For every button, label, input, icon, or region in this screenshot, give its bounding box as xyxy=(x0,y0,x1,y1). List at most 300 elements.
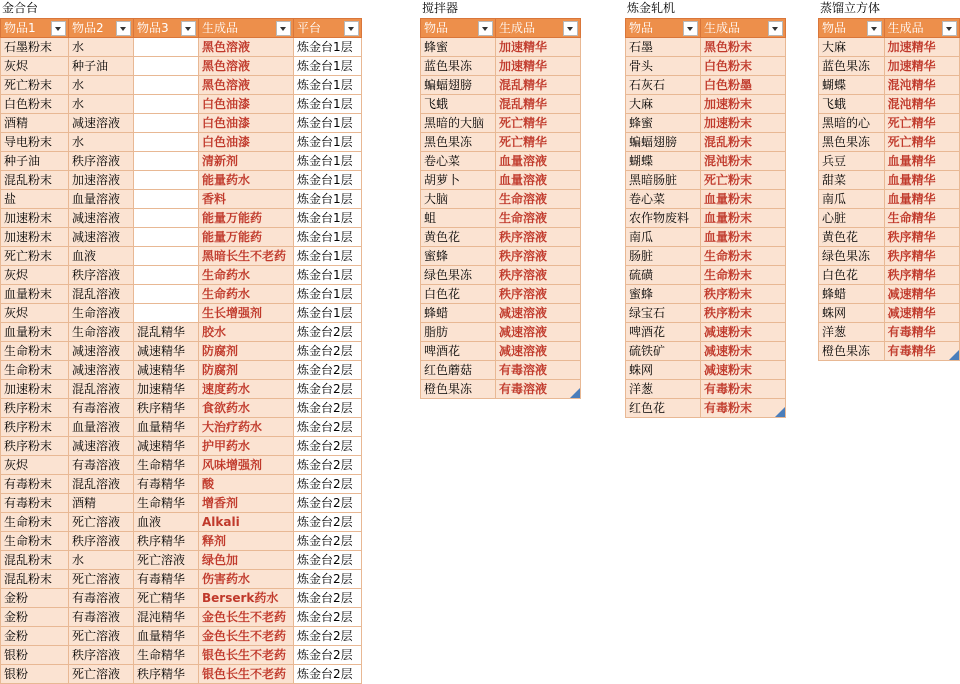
cell-ingredient[interactable] xyxy=(134,228,199,247)
cell-product[interactable]: 血量粉末 xyxy=(701,228,786,247)
cell-product[interactable]: 血量溶液 xyxy=(496,152,581,171)
cell-ingredient[interactable]: 混沌精华 xyxy=(134,608,199,627)
cell-ingredient[interactable]: 骨头 xyxy=(626,57,701,76)
cell-ingredient[interactable]: 减速精华 xyxy=(134,342,199,361)
cell-ingredient[interactable]: 大麻 xyxy=(626,95,701,114)
cell-platform[interactable]: 炼金台2层 xyxy=(294,646,362,665)
cell-ingredient[interactable]: 黄色花 xyxy=(819,228,885,247)
cell-product[interactable]: 胶水 xyxy=(199,323,294,342)
cell-ingredient[interactable]: 肠脏 xyxy=(626,247,701,266)
cell-product[interactable]: 生命药水 xyxy=(199,266,294,285)
cell-ingredient[interactable]: 减速溶液 xyxy=(69,342,134,361)
cell-ingredient[interactable]: 白色粉末 xyxy=(1,95,69,114)
cell-ingredient[interactable]: 啤酒花 xyxy=(626,323,701,342)
cell-ingredient[interactable]: 死亡溶液 xyxy=(69,665,134,684)
cell-platform[interactable]: 炼金台1层 xyxy=(294,95,362,114)
cell-ingredient[interactable]: 金粉 xyxy=(1,589,69,608)
cell-product[interactable]: 死亡粉末 xyxy=(701,171,786,190)
cell-ingredient[interactable]: 血量溶液 xyxy=(69,418,134,437)
cell-ingredient[interactable]: 石墨 xyxy=(626,38,701,57)
cell-ingredient[interactable]: 卷心菜 xyxy=(421,152,496,171)
cell-ingredient[interactable]: 种子油 xyxy=(1,152,69,171)
cell-ingredient[interactable]: 水 xyxy=(69,551,134,570)
cell-ingredient[interactable]: 减速精华 xyxy=(134,361,199,380)
cell-ingredient[interactable]: 减速溶液 xyxy=(69,228,134,247)
cell-product[interactable]: 黑色溶液 xyxy=(199,76,294,95)
cell-ingredient[interactable]: 洋葱 xyxy=(819,323,885,342)
column-header[interactable] xyxy=(884,19,959,38)
cell-ingredient[interactable]: 蜂蜜 xyxy=(626,114,701,133)
cell-ingredient[interactable] xyxy=(134,38,199,57)
cell-product[interactable]: 减速粉末 xyxy=(701,342,786,361)
cell-ingredient[interactable]: 水 xyxy=(69,76,134,95)
cell-ingredient[interactable]: 生命精华 xyxy=(134,456,199,475)
cell-platform[interactable]: 炼金台1层 xyxy=(294,228,362,247)
cell-platform[interactable]: 炼金台2层 xyxy=(294,608,362,627)
column-header[interactable] xyxy=(626,19,701,38)
cell-product[interactable]: 混乱精华 xyxy=(496,95,581,114)
cell-product[interactable]: 加速精华 xyxy=(884,57,959,76)
cell-product[interactable]: 死亡精华 xyxy=(884,133,959,152)
cell-platform[interactable]: 炼金台2层 xyxy=(294,323,362,342)
cell-product[interactable]: 秩序粉末 xyxy=(701,304,786,323)
cell-product[interactable]: 黑暗长生不老药 xyxy=(199,247,294,266)
cell-platform[interactable]: 炼金台1层 xyxy=(294,38,362,57)
cell-product[interactable]: Berserk药水 xyxy=(199,589,294,608)
cell-ingredient[interactable]: 生命溶液 xyxy=(69,304,134,323)
filter-dropdown-icon[interactable] xyxy=(867,21,882,36)
cell-ingredient[interactable]: 死亡粉末 xyxy=(1,76,69,95)
cell-platform[interactable]: 炼金台1层 xyxy=(294,57,362,76)
cell-product[interactable]: 减速粉末 xyxy=(701,323,786,342)
cell-ingredient[interactable]: 减速溶液 xyxy=(69,361,134,380)
cell-ingredient[interactable]: 混乱溶液 xyxy=(69,380,134,399)
cell-ingredient[interactable]: 蝴蝶 xyxy=(819,76,885,95)
cell-product[interactable]: 香料 xyxy=(199,190,294,209)
column-header[interactable] xyxy=(819,19,885,38)
cell-platform[interactable]: 炼金台1层 xyxy=(294,266,362,285)
cell-ingredient[interactable] xyxy=(134,209,199,228)
cell-ingredient[interactable]: 混乱粉末 xyxy=(1,171,69,190)
cell-ingredient[interactable]: 飞蛾 xyxy=(421,95,496,114)
cell-product[interactable]: 血量精华 xyxy=(884,171,959,190)
cell-ingredient[interactable]: 加速粉末 xyxy=(1,228,69,247)
cell-platform[interactable]: 炼金台1层 xyxy=(294,171,362,190)
cell-ingredient[interactable]: 生命精华 xyxy=(134,494,199,513)
cell-ingredient[interactable]: 绿色果冻 xyxy=(421,266,496,285)
cell-ingredient[interactable]: 大脑 xyxy=(421,190,496,209)
cell-ingredient[interactable]: 血量溶液 xyxy=(69,190,134,209)
column-header[interactable] xyxy=(1,19,69,38)
cell-product[interactable]: 秩序精华 xyxy=(884,266,959,285)
cell-ingredient[interactable]: 有毒粉末 xyxy=(1,475,69,494)
cell-product[interactable]: 白色油漆 xyxy=(199,133,294,152)
cell-ingredient[interactable]: 秩序粉末 xyxy=(1,418,69,437)
cell-ingredient[interactable]: 混乱溶液 xyxy=(69,475,134,494)
cell-ingredient[interactable]: 盐 xyxy=(1,190,69,209)
cell-product[interactable]: 能量药水 xyxy=(199,171,294,190)
cell-ingredient[interactable]: 有毒溶液 xyxy=(69,608,134,627)
cell-ingredient[interactable]: 混乱粉末 xyxy=(1,570,69,589)
cell-ingredient[interactable]: 灰烬 xyxy=(1,304,69,323)
cell-product[interactable]: 血量精华 xyxy=(884,190,959,209)
cell-ingredient[interactable]: 银粉 xyxy=(1,665,69,684)
cell-ingredient[interactable]: 兵豆 xyxy=(819,152,885,171)
cell-product[interactable]: 食欲药水 xyxy=(199,399,294,418)
cell-product[interactable]: 秩序溶液 xyxy=(496,285,581,304)
cell-ingredient[interactable]: 秩序精华 xyxy=(134,532,199,551)
cell-product[interactable]: 秩序精华 xyxy=(884,228,959,247)
cell-ingredient[interactable]: 蓝色果冻 xyxy=(421,57,496,76)
cell-product[interactable]: 黑色溶液 xyxy=(199,38,294,57)
cell-product[interactable]: 能量万能药 xyxy=(199,228,294,247)
cell-product[interactable]: 有毒粉末 xyxy=(701,399,786,418)
cell-product[interactable]: 黑色溶液 xyxy=(199,57,294,76)
cell-ingredient[interactable]: 有毒精华 xyxy=(134,570,199,589)
cell-ingredient[interactable]: 死亡溶液 xyxy=(134,551,199,570)
cell-product[interactable]: 白色粉末 xyxy=(701,57,786,76)
cell-ingredient[interactable] xyxy=(134,285,199,304)
column-header[interactable] xyxy=(134,19,199,38)
cell-product[interactable]: 清新剂 xyxy=(199,152,294,171)
cell-ingredient[interactable]: 生命溶液 xyxy=(69,323,134,342)
cell-platform[interactable]: 炼金台2层 xyxy=(294,532,362,551)
filter-dropdown-icon[interactable] xyxy=(116,21,131,36)
cell-ingredient[interactable] xyxy=(134,266,199,285)
cell-platform[interactable]: 炼金台2层 xyxy=(294,627,362,646)
cell-ingredient[interactable]: 啤酒花 xyxy=(421,342,496,361)
cell-ingredient[interactable]: 水 xyxy=(69,95,134,114)
cell-ingredient[interactable]: 混乱溶液 xyxy=(69,285,134,304)
cell-platform[interactable]: 炼金台2层 xyxy=(294,456,362,475)
cell-ingredient[interactable]: 有毒溶液 xyxy=(69,589,134,608)
cell-ingredient[interactable]: 生命粉末 xyxy=(1,532,69,551)
filter-dropdown-icon[interactable] xyxy=(768,21,783,36)
cell-ingredient[interactable]: 血量精华 xyxy=(134,627,199,646)
cell-product[interactable]: 有毒精华 xyxy=(884,342,959,361)
cell-ingredient[interactable]: 减速溶液 xyxy=(69,114,134,133)
cell-ingredient[interactable]: 大麻 xyxy=(819,38,885,57)
cell-ingredient[interactable]: 卷心菜 xyxy=(626,190,701,209)
cell-platform[interactable]: 炼金台1层 xyxy=(294,304,362,323)
cell-ingredient[interactable] xyxy=(134,190,199,209)
cell-platform[interactable]: 炼金台1层 xyxy=(294,152,362,171)
cell-ingredient[interactable]: 甜菜 xyxy=(819,171,885,190)
cell-ingredient[interactable]: 死亡溶液 xyxy=(69,627,134,646)
cell-platform[interactable]: 炼金台2层 xyxy=(294,665,362,684)
cell-product[interactable]: 死亡精华 xyxy=(496,114,581,133)
cell-product[interactable]: 有毒溶液 xyxy=(496,380,581,399)
cell-ingredient[interactable]: 黑暗的心 xyxy=(819,114,885,133)
cell-ingredient[interactable]: 有毒溶液 xyxy=(69,456,134,475)
cell-product[interactable]: 血量精华 xyxy=(884,152,959,171)
cell-ingredient[interactable]: 石墨粉末 xyxy=(1,38,69,57)
cell-ingredient[interactable]: 蛆 xyxy=(421,209,496,228)
column-header[interactable] xyxy=(421,19,496,38)
cell-platform[interactable]: 炼金台2层 xyxy=(294,418,362,437)
cell-ingredient[interactable]: 有毒粉末 xyxy=(1,494,69,513)
cell-product[interactable]: Alkali xyxy=(199,513,294,532)
cell-ingredient[interactable]: 黄色花 xyxy=(421,228,496,247)
cell-ingredient[interactable]: 生命粉末 xyxy=(1,342,69,361)
cell-platform[interactable]: 炼金台2层 xyxy=(294,589,362,608)
cell-ingredient[interactable] xyxy=(134,114,199,133)
cell-product[interactable]: 金色长生不老药 xyxy=(199,627,294,646)
filter-dropdown-icon[interactable] xyxy=(344,21,359,36)
cell-ingredient[interactable]: 减速精华 xyxy=(134,437,199,456)
cell-product[interactable]: 减速粉末 xyxy=(701,361,786,380)
cell-platform[interactable]: 炼金台2层 xyxy=(294,570,362,589)
cell-product[interactable]: 加速精华 xyxy=(884,38,959,57)
cell-platform[interactable]: 炼金台1层 xyxy=(294,190,362,209)
cell-product[interactable]: 伤害药水 xyxy=(199,570,294,589)
cell-product[interactable]: 减速精华 xyxy=(884,304,959,323)
cell-ingredient[interactable]: 生命粉末 xyxy=(1,361,69,380)
cell-ingredient[interactable]: 秩序粉末 xyxy=(1,437,69,456)
cell-product[interactable]: 血量粉末 xyxy=(701,190,786,209)
cell-ingredient[interactable]: 黑色果冻 xyxy=(421,133,496,152)
cell-ingredient[interactable] xyxy=(134,304,199,323)
cell-ingredient[interactable]: 血液 xyxy=(134,513,199,532)
cell-ingredient[interactable] xyxy=(134,57,199,76)
cell-ingredient[interactable]: 南瓜 xyxy=(626,228,701,247)
cell-ingredient[interactable]: 蛛网 xyxy=(819,304,885,323)
cell-ingredient[interactable]: 秩序精华 xyxy=(134,399,199,418)
cell-platform[interactable]: 炼金台2层 xyxy=(294,475,362,494)
cell-platform[interactable]: 炼金台2层 xyxy=(294,342,362,361)
cell-product[interactable]: 加速粉末 xyxy=(701,95,786,114)
cell-product[interactable]: 混沌精华 xyxy=(884,95,959,114)
cell-platform[interactable]: 炼金台1层 xyxy=(294,114,362,133)
cell-ingredient[interactable]: 有毒精华 xyxy=(134,475,199,494)
cell-platform[interactable]: 炼金台1层 xyxy=(294,247,362,266)
cell-ingredient[interactable]: 死亡粉末 xyxy=(1,247,69,266)
cell-ingredient[interactable]: 减速溶液 xyxy=(69,209,134,228)
cell-product[interactable]: 生命溶液 xyxy=(496,190,581,209)
cell-product[interactable]: 加速粉末 xyxy=(701,114,786,133)
cell-ingredient[interactable]: 秩序溶液 xyxy=(69,266,134,285)
cell-ingredient[interactable]: 金粉 xyxy=(1,608,69,627)
cell-product[interactable]: 秩序溶液 xyxy=(496,228,581,247)
cell-product[interactable]: 银色长生不老药 xyxy=(199,665,294,684)
cell-product[interactable]: 有毒溶液 xyxy=(496,361,581,380)
cell-ingredient[interactable]: 黑色果冻 xyxy=(819,133,885,152)
cell-ingredient[interactable]: 酒精 xyxy=(69,494,134,513)
cell-product[interactable]: 有毒精华 xyxy=(884,323,959,342)
cell-ingredient[interactable] xyxy=(134,247,199,266)
cell-ingredient[interactable]: 秩序精华 xyxy=(134,665,199,684)
cell-product[interactable]: 生长增强剂 xyxy=(199,304,294,323)
cell-ingredient[interactable]: 加速粉末 xyxy=(1,209,69,228)
cell-platform[interactable]: 炼金台2层 xyxy=(294,399,362,418)
cell-product[interactable]: 有毒粉末 xyxy=(701,380,786,399)
column-header[interactable] xyxy=(69,19,134,38)
cell-ingredient[interactable]: 心脏 xyxy=(819,209,885,228)
cell-ingredient[interactable]: 加速粉末 xyxy=(1,380,69,399)
cell-product[interactable]: 生命粉末 xyxy=(701,247,786,266)
cell-product[interactable]: 死亡精华 xyxy=(884,114,959,133)
cell-product[interactable]: 秩序溶液 xyxy=(496,266,581,285)
cell-product[interactable]: 混乱精华 xyxy=(496,76,581,95)
cell-platform[interactable]: 炼金台2层 xyxy=(294,494,362,513)
filter-dropdown-icon[interactable] xyxy=(683,21,698,36)
cell-platform[interactable]: 炼金台1层 xyxy=(294,133,362,152)
cell-product[interactable]: 白色油漆 xyxy=(199,114,294,133)
cell-ingredient[interactable]: 加速溶液 xyxy=(69,171,134,190)
column-header[interactable] xyxy=(199,19,294,38)
filter-dropdown-icon[interactable] xyxy=(478,21,493,36)
cell-ingredient[interactable]: 秩序溶液 xyxy=(69,152,134,171)
cell-product[interactable]: 风味增强剂 xyxy=(199,456,294,475)
cell-ingredient[interactable]: 血量精华 xyxy=(134,418,199,437)
cell-platform[interactable]: 炼金台2层 xyxy=(294,513,362,532)
cell-ingredient[interactable]: 减速溶液 xyxy=(69,437,134,456)
cell-ingredient[interactable]: 飞蛾 xyxy=(819,95,885,114)
cell-ingredient[interactable]: 混乱精华 xyxy=(134,323,199,342)
cell-ingredient[interactable]: 洋葱 xyxy=(626,380,701,399)
cell-ingredient[interactable]: 蜂蜜 xyxy=(421,38,496,57)
cell-ingredient[interactable]: 导电粉末 xyxy=(1,133,69,152)
cell-product[interactable]: 大治疗药水 xyxy=(199,418,294,437)
column-header[interactable] xyxy=(294,19,362,38)
cell-ingredient[interactable] xyxy=(134,76,199,95)
cell-product[interactable]: 生命精华 xyxy=(884,209,959,228)
cell-ingredient[interactable]: 死亡精华 xyxy=(134,589,199,608)
cell-product[interactable]: 黑色粉末 xyxy=(701,38,786,57)
cell-ingredient[interactable]: 种子油 xyxy=(69,57,134,76)
cell-product[interactable]: 减速溶液 xyxy=(496,342,581,361)
cell-ingredient[interactable] xyxy=(134,171,199,190)
cell-product[interactable]: 加速精华 xyxy=(496,57,581,76)
filter-dropdown-icon[interactable] xyxy=(942,21,957,36)
cell-product[interactable]: 绿色加 xyxy=(199,551,294,570)
cell-ingredient[interactable]: 血液 xyxy=(69,247,134,266)
cell-platform[interactable]: 炼金台2层 xyxy=(294,551,362,570)
cell-ingredient[interactable]: 有毒溶液 xyxy=(69,399,134,418)
cell-ingredient[interactable]: 硫磺 xyxy=(626,266,701,285)
cell-ingredient[interactable]: 红色蘑菇 xyxy=(421,361,496,380)
cell-platform[interactable]: 炼金台2层 xyxy=(294,437,362,456)
cell-ingredient[interactable]: 脂肪 xyxy=(421,323,496,342)
cell-ingredient[interactable]: 蜜蜂 xyxy=(421,247,496,266)
cell-product[interactable]: 生命溶液 xyxy=(496,209,581,228)
cell-ingredient[interactable]: 蛛网 xyxy=(626,361,701,380)
cell-product[interactable]: 混沌精华 xyxy=(884,76,959,95)
column-header[interactable] xyxy=(701,19,786,38)
cell-ingredient[interactable]: 南瓜 xyxy=(819,190,885,209)
cell-ingredient[interactable]: 死亡溶液 xyxy=(69,513,134,532)
cell-ingredient[interactable]: 黑暗的大脑 xyxy=(421,114,496,133)
cell-ingredient[interactable]: 蓝色果冻 xyxy=(819,57,885,76)
cell-product[interactable]: 减速溶液 xyxy=(496,323,581,342)
cell-ingredient[interactable]: 死亡溶液 xyxy=(69,570,134,589)
cell-product[interactable]: 白色油漆 xyxy=(199,95,294,114)
cell-ingredient[interactable]: 橙色果冻 xyxy=(819,342,885,361)
cell-platform[interactable]: 炼金台1层 xyxy=(294,285,362,304)
cell-product[interactable]: 血量溶液 xyxy=(496,171,581,190)
cell-ingredient[interactable] xyxy=(134,95,199,114)
cell-ingredient[interactable]: 酒精 xyxy=(1,114,69,133)
cell-ingredient[interactable]: 秩序溶液 xyxy=(69,532,134,551)
filter-dropdown-icon[interactable] xyxy=(563,21,578,36)
cell-product[interactable]: 血量粉末 xyxy=(701,209,786,228)
cell-product[interactable]: 秩序精华 xyxy=(884,247,959,266)
cell-ingredient[interactable]: 农作物废料 xyxy=(626,209,701,228)
cell-ingredient[interactable]: 水 xyxy=(69,38,134,57)
cell-ingredient[interactable]: 黑暗肠脏 xyxy=(626,171,701,190)
cell-product[interactable]: 减速精华 xyxy=(884,285,959,304)
cell-ingredient[interactable]: 红色花 xyxy=(626,399,701,418)
cell-ingredient[interactable]: 生命粉末 xyxy=(1,513,69,532)
cell-product[interactable]: 金色长生不老药 xyxy=(199,608,294,627)
cell-product[interactable]: 秩序溶液 xyxy=(496,247,581,266)
cell-ingredient[interactable]: 白色花 xyxy=(421,285,496,304)
cell-product[interactable]: 混乱粉末 xyxy=(701,133,786,152)
cell-ingredient[interactable]: 混乱粉末 xyxy=(1,551,69,570)
cell-ingredient[interactable]: 石灰石 xyxy=(626,76,701,95)
cell-product[interactable]: 防腐剂 xyxy=(199,361,294,380)
cell-ingredient[interactable]: 银粉 xyxy=(1,646,69,665)
cell-product[interactable]: 增香剂 xyxy=(199,494,294,513)
cell-ingredient[interactable]: 血量粉末 xyxy=(1,323,69,342)
cell-ingredient[interactable]: 绿色果冻 xyxy=(819,247,885,266)
cell-ingredient[interactable]: 蜂蜡 xyxy=(819,285,885,304)
filter-dropdown-icon[interactable] xyxy=(276,21,291,36)
cell-product[interactable]: 银色长生不老药 xyxy=(199,646,294,665)
cell-product[interactable]: 生命药水 xyxy=(199,285,294,304)
cell-ingredient[interactable] xyxy=(134,152,199,171)
cell-ingredient[interactable]: 灰烬 xyxy=(1,266,69,285)
cell-ingredient[interactable]: 蝙蝠翅膀 xyxy=(626,133,701,152)
cell-ingredient[interactable]: 灰烬 xyxy=(1,456,69,475)
cell-ingredient[interactable]: 生命精华 xyxy=(134,646,199,665)
cell-platform[interactable]: 炼金台2层 xyxy=(294,380,362,399)
cell-ingredient[interactable]: 金粉 xyxy=(1,627,69,646)
cell-ingredient[interactable]: 水 xyxy=(69,133,134,152)
cell-ingredient[interactable]: 蜜蜂 xyxy=(626,285,701,304)
cell-ingredient[interactable] xyxy=(134,133,199,152)
cell-platform[interactable]: 炼金台1层 xyxy=(294,76,362,95)
filter-dropdown-icon[interactable] xyxy=(181,21,196,36)
cell-ingredient[interactable]: 灰烬 xyxy=(1,57,69,76)
cell-ingredient[interactable]: 蝴蝶 xyxy=(626,152,701,171)
cell-ingredient[interactable]: 蝙蝠翅膀 xyxy=(421,76,496,95)
cell-product[interactable]: 能量万能药 xyxy=(199,209,294,228)
cell-product[interactable]: 混沌粉末 xyxy=(701,152,786,171)
cell-platform[interactable]: 炼金台2层 xyxy=(294,361,362,380)
cell-product[interactable]: 防腐剂 xyxy=(199,342,294,361)
cell-product[interactable]: 加速精华 xyxy=(496,38,581,57)
cell-ingredient[interactable]: 橙色果冻 xyxy=(421,380,496,399)
cell-product[interactable]: 减速溶液 xyxy=(496,304,581,323)
cell-product[interactable]: 速度药水 xyxy=(199,380,294,399)
cell-ingredient[interactable]: 秩序溶液 xyxy=(69,646,134,665)
cell-product[interactable]: 生命粉末 xyxy=(701,266,786,285)
cell-ingredient[interactable]: 白色花 xyxy=(819,266,885,285)
cell-ingredient[interactable]: 蜂蜡 xyxy=(421,304,496,323)
cell-ingredient[interactable]: 加速精华 xyxy=(134,380,199,399)
cell-product[interactable]: 白色粉墨 xyxy=(701,76,786,95)
cell-ingredient[interactable]: 绿宝石 xyxy=(626,304,701,323)
cell-ingredient[interactable]: 胡萝卜 xyxy=(421,171,496,190)
cell-ingredient[interactable]: 硫铁矿 xyxy=(626,342,701,361)
cell-product[interactable]: 释剂 xyxy=(199,532,294,551)
cell-ingredient[interactable]: 血量粉末 xyxy=(1,285,69,304)
cell-product[interactable]: 酸 xyxy=(199,475,294,494)
cell-platform[interactable]: 炼金台1层 xyxy=(294,209,362,228)
filter-dropdown-icon[interactable] xyxy=(51,21,66,36)
cell-product[interactable]: 死亡精华 xyxy=(496,133,581,152)
